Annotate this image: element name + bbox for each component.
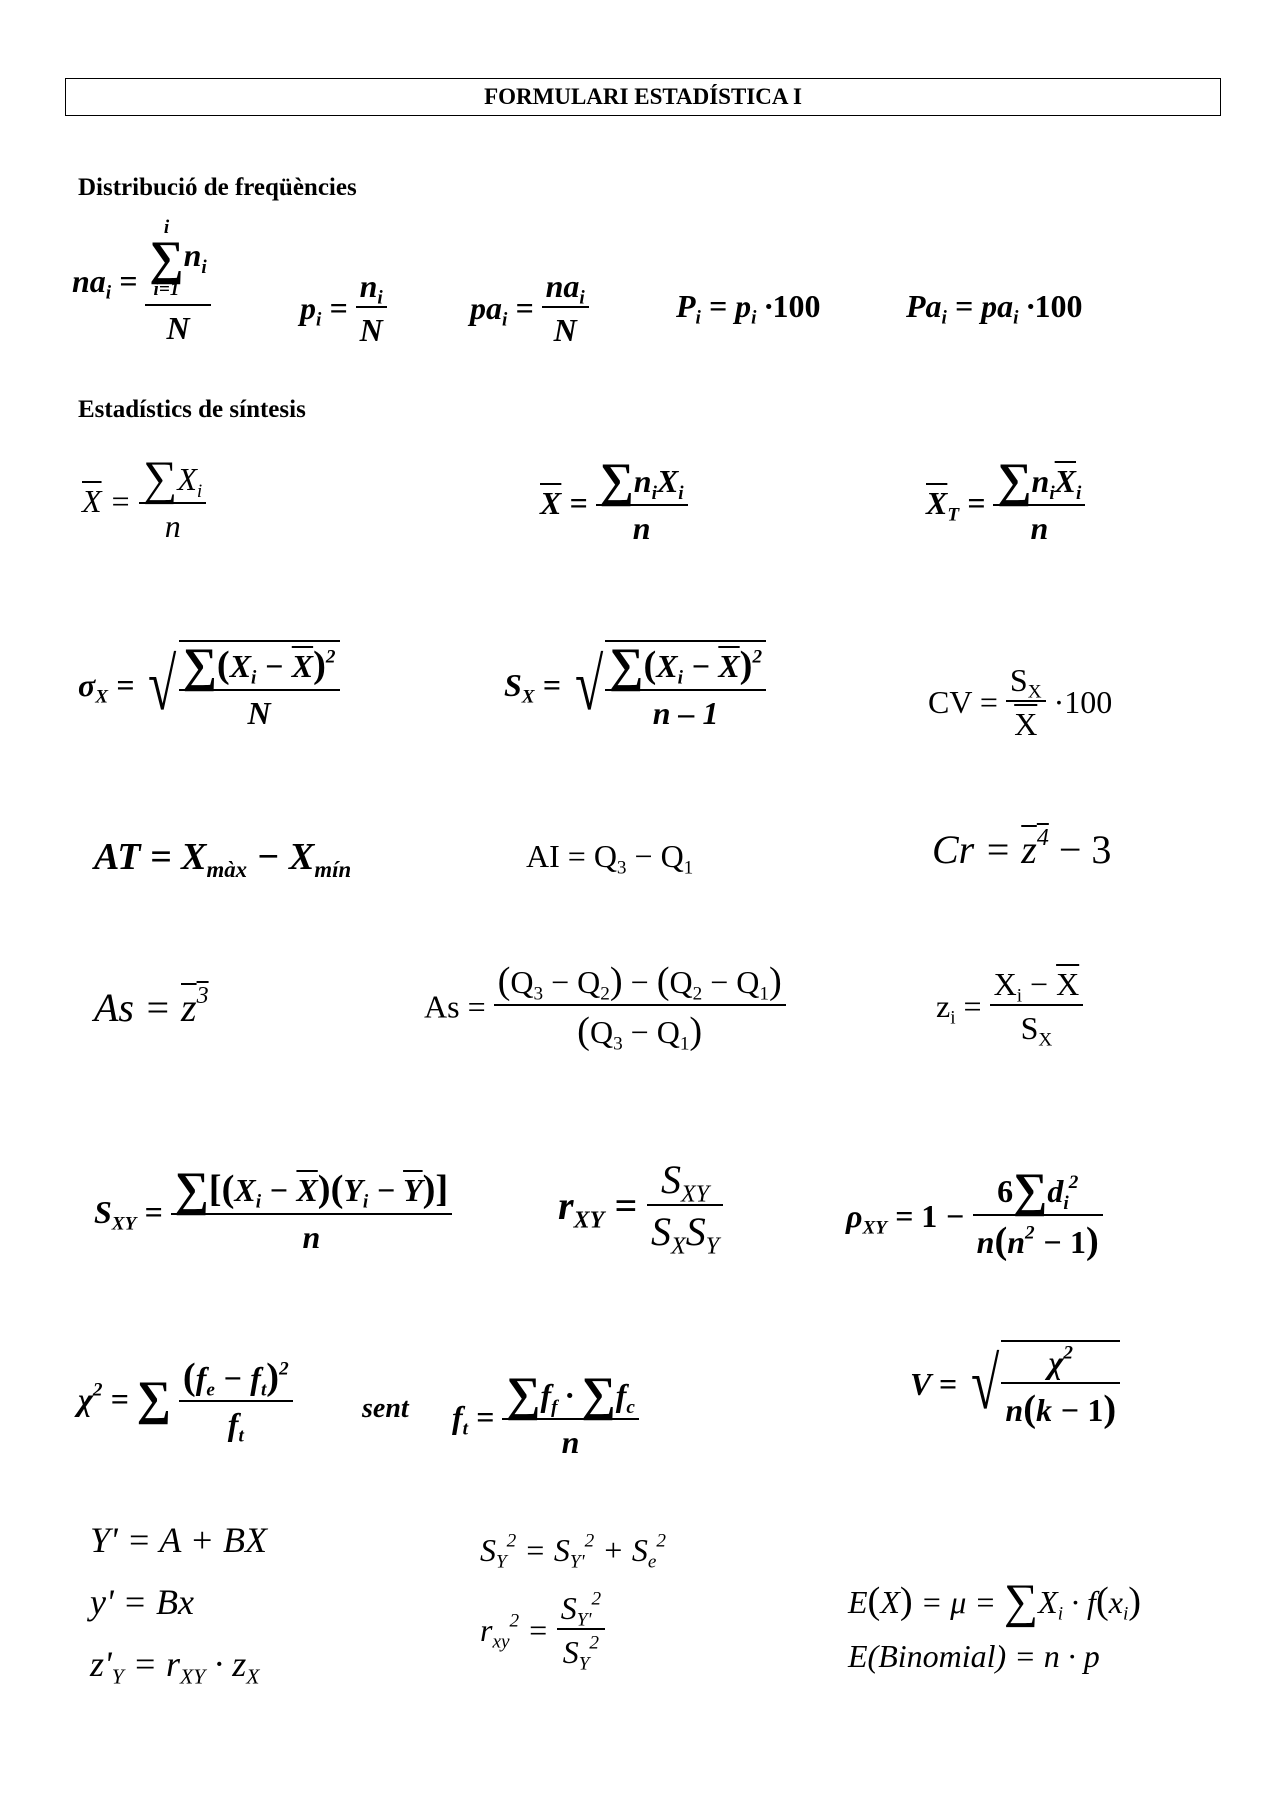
formula-regression-line: Y' = A + BX bbox=[90, 1520, 267, 1560]
formula-cramer-v: V = √ $\frac{\chi^2}{n(k - 1)}$ bbox=[910, 1340, 1120, 1428]
formula-relative-frequency: $p_i$ = $\frac{n_i}{N}$ bbox=[300, 270, 387, 346]
formula-population-std-dev: $\sigma_X$ = √ $\frac{\sum(X_i - \overline{X})^2}{N}$ bbox=[78, 640, 340, 729]
formula-sample-std-dev: $S_X$ = √ $\frac{\sum(X_i - \overline{X})^2}{n - 1}$ bbox=[504, 640, 766, 729]
formula-mean-simple: $\overline{X}$ = $\frac{\sum X_i}{n}$ bbox=[82, 460, 206, 542]
text-sent: sent bbox=[362, 1393, 409, 1424]
formula-expected-binomial: E(Binomial) = n · p bbox=[848, 1638, 1100, 1674]
formula-covariance: $S_{XY}$ = $\frac{\sum[(X_i - \overline{X})(Y_i - \overline{Y})]}{n}$ bbox=[94, 1170, 452, 1253]
formula-cumulative-frequency: $na_i$ = i ∑ i=1 $n_i$ N bbox=[72, 218, 211, 344]
formula-pearson-correlation: $r_{XY}$ = $\frac{S_{XY}}{S_XS_Y}$ bbox=[558, 1160, 723, 1252]
formula-asymmetry-quartiles: As = $\frac{(Q_3 - Q_2) - (Q_2 - Q_1)}{(Q_3 - Q_1)}$ bbox=[424, 962, 786, 1051]
formula-standard-score: $z_i$ = $\frac{X_i - \overline{X}}{S_X}$ bbox=[936, 968, 1083, 1044]
formula-regression-centered: y' = Bx bbox=[90, 1582, 194, 1622]
formula-expected-value: $E(X) = \mu = \sum X_i \cdot f(x_i)$ bbox=[848, 1574, 1142, 1628]
formula-expected-frequency: $f_t$ = $\frac{\sum f_f \cdot \sum f_c}{n}$ bbox=[452, 1376, 639, 1458]
formula-cumulative-relative-frequency: $pa_i$ = $\frac{na_i}{N}$ bbox=[470, 270, 589, 346]
formula-spearman-correlation: $\rho_{XY} = 1$ − $\frac{6\sum d_i^2}{n(n^2 - 1)}$ bbox=[846, 1172, 1103, 1261]
section-heading-summary-statistics: Estadístics de síntesis bbox=[78, 396, 306, 423]
formula-determination-coefficient: $r_{xy}^2$ = $\frac{S_{Y'}^2}{S_Y^2}$ bbox=[480, 1592, 605, 1668]
formula-total-range: AT = $X_{màx} - X_{mín}$ bbox=[94, 836, 352, 882]
formula-kurtosis: $Cr = z^4 - 3$ bbox=[932, 825, 1112, 872]
formula-mean-weighted: $\overline{X}$ = $\frac{\sum n_iX_i}{n}$ bbox=[540, 462, 688, 544]
formula-asymmetry-moment: $As = z^3$ bbox=[94, 983, 209, 1030]
formula-coefficient-of-variation: CV = $\frac{S_X}{X}$ ·100 bbox=[928, 662, 1113, 742]
formula-regression-standardized: $z'_Y = r_{XY} \cdot z_X$ bbox=[90, 1644, 260, 1689]
formula-chi-square: $\chi^2$ = ∑ $\frac{(f_e - f_t)^2}{f_t}$ bbox=[78, 1358, 293, 1440]
formula-percentage: $P_i = p_i \cdot 100$ bbox=[676, 288, 821, 329]
formula-variance-decomposition: $S_Y^2 = S_{Y'}^2 + S_e^2$ bbox=[480, 1530, 666, 1573]
section-heading-frequency-distribution: Distribució de freqüències bbox=[78, 174, 357, 201]
formula-interquartile-range: AI = $Q_3 - Q_1$ bbox=[526, 838, 694, 879]
formula-mean-total: $\overline{X}_T$ = $\frac{\sum n_i\overline{X}_i}{n}$ bbox=[926, 462, 1085, 544]
formula-cumulative-percentage: $Pa_i = pa_i \cdot 100$ bbox=[906, 288, 1083, 329]
document-title: FORMULARI ESTADÍSTICA I bbox=[65, 78, 1221, 116]
